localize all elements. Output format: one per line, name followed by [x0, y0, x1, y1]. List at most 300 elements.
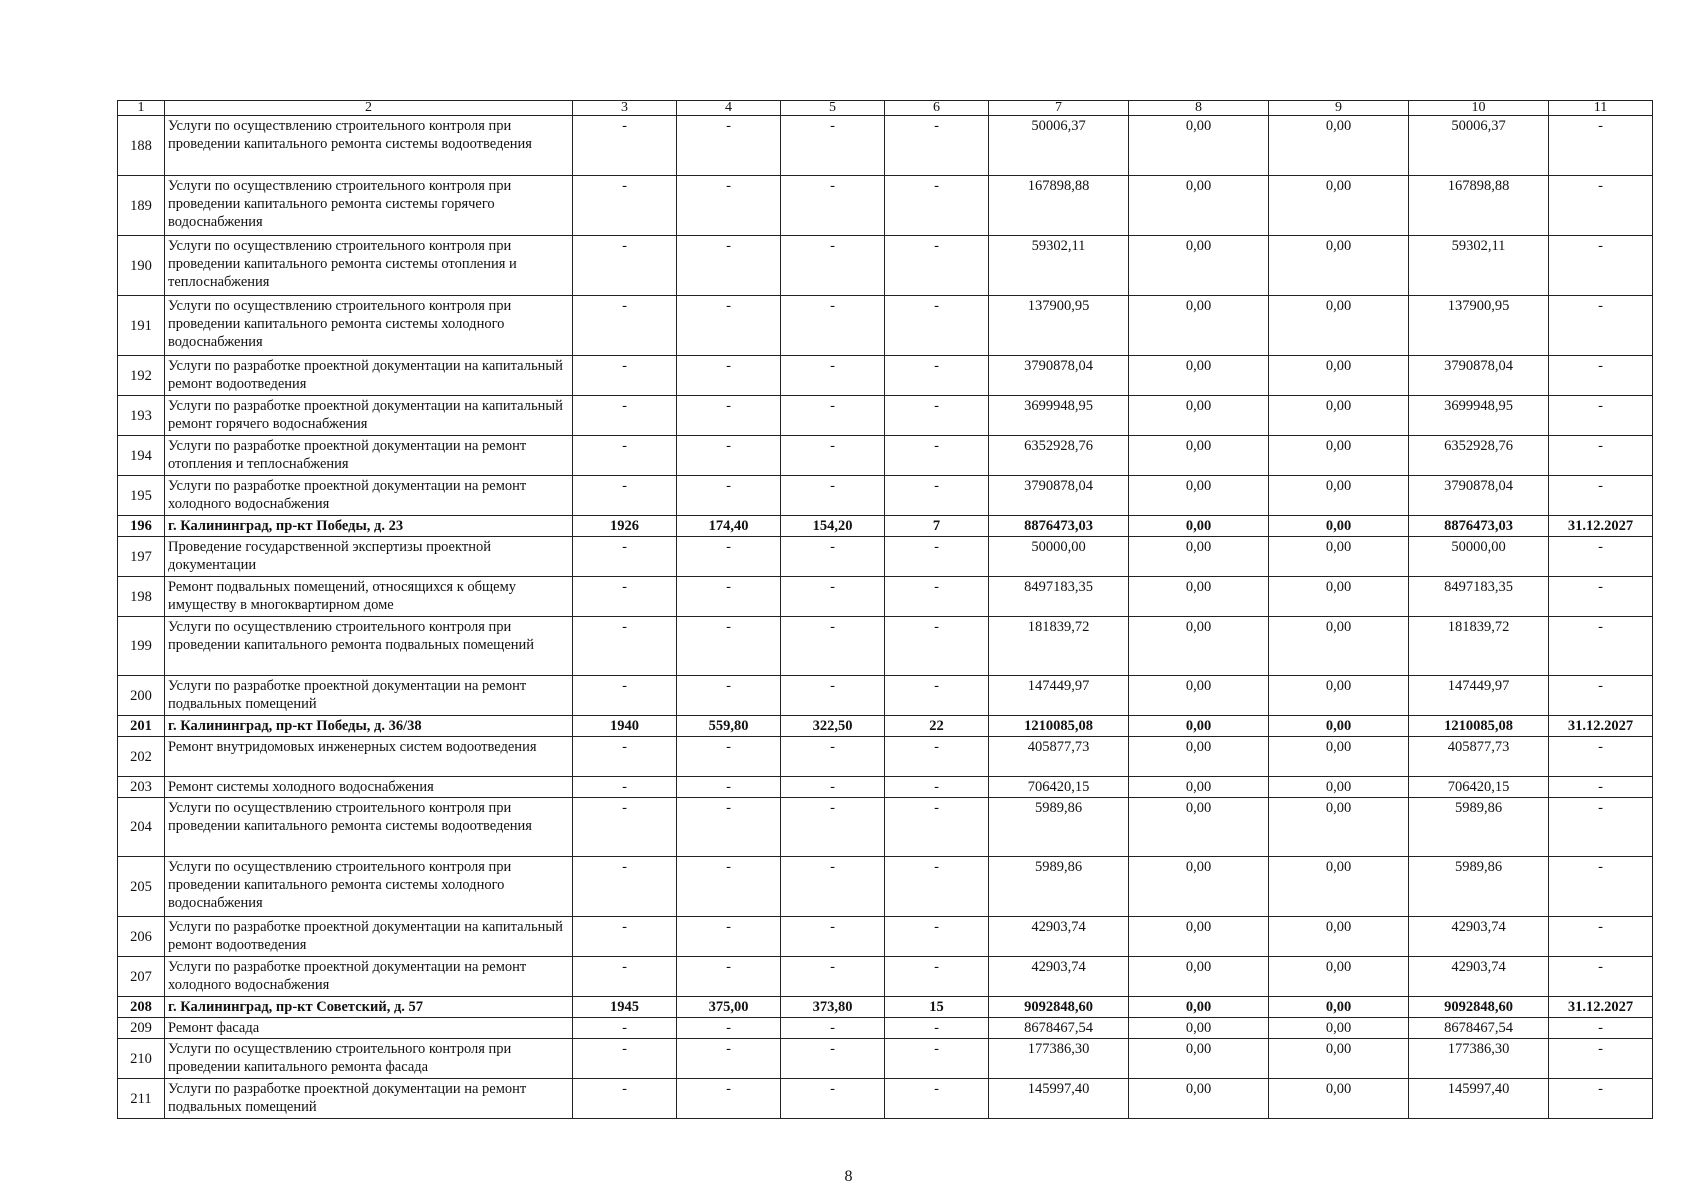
- table-row: [118, 577, 1653, 617]
- table-row: [118, 116, 1653, 176]
- cell-fund-total: 145997,40: [1409, 1079, 1549, 1119]
- cell-year: 1945: [573, 997, 677, 1018]
- cell-total-cost: 5989,86: [989, 857, 1129, 917]
- cell-fund-b: 0,00: [1269, 676, 1409, 716]
- cell-year: -: [573, 737, 677, 777]
- row-number: 199: [118, 617, 165, 676]
- table-body: [118, 101, 1653, 1119]
- table-row: [118, 917, 1653, 957]
- cell-deadline: -: [1549, 777, 1653, 798]
- cell-deadline: -: [1549, 957, 1653, 997]
- cell-area-total: -: [677, 617, 781, 676]
- cell-total-cost: 137900,95: [989, 296, 1129, 356]
- column-number-row: [118, 101, 1653, 116]
- cell-fund-b: 0,00: [1269, 176, 1409, 236]
- cell-area-living: -: [781, 436, 885, 476]
- row-number: 192: [118, 356, 165, 396]
- column-number: 1: [118, 101, 165, 116]
- cell-deadline: -: [1549, 116, 1653, 176]
- item-description: Ремонт системы холодного водоснабжения: [165, 777, 573, 798]
- cell-fund-a: 0,00: [1129, 537, 1269, 577]
- cell-deadline: -: [1549, 1018, 1653, 1039]
- table-row: [118, 676, 1653, 716]
- cell-residents: -: [885, 617, 989, 676]
- cell-area-living: -: [781, 737, 885, 777]
- table-row: [118, 957, 1653, 997]
- cell-area-total: -: [677, 356, 781, 396]
- row-number: 210: [118, 1039, 165, 1079]
- cell-fund-a: 0,00: [1129, 997, 1269, 1018]
- cell-area-total: -: [677, 116, 781, 176]
- cell-total-cost: 6352928,76: [989, 436, 1129, 476]
- cell-area-total: -: [677, 537, 781, 577]
- cell-fund-a: 0,00: [1129, 236, 1269, 296]
- item-description: Услуги по осуществлению строительного контроля при проведении капитального ремонта системы холодного водоснабжения: [165, 857, 573, 917]
- cell-area-living: -: [781, 537, 885, 577]
- cell-fund-b: 0,00: [1269, 396, 1409, 436]
- cell-year: -: [573, 1018, 677, 1039]
- cell-area-living: -: [781, 296, 885, 356]
- cell-year: -: [573, 176, 677, 236]
- cell-fund-b: 0,00: [1269, 356, 1409, 396]
- cell-residents: -: [885, 356, 989, 396]
- row-number: 202: [118, 737, 165, 777]
- cell-residents: -: [885, 917, 989, 957]
- cell-area-living: -: [781, 356, 885, 396]
- cell-total-cost: 3790878,04: [989, 476, 1129, 516]
- cell-fund-b: 0,00: [1269, 617, 1409, 676]
- cell-deadline: -: [1549, 296, 1653, 356]
- item-description: Услуги по осуществлению строительного контроля при проведении капитального ремонта системы водоотведения: [165, 798, 573, 857]
- item-description: Услуги по осуществлению строительного контроля при проведении капитального ремонта системы отопления и теплоснабжения: [165, 236, 573, 296]
- table-row: [118, 737, 1653, 777]
- cell-fund-a: 0,00: [1129, 617, 1269, 676]
- cell-deadline: -: [1549, 176, 1653, 236]
- item-description: Услуги по разработке проектной документации на ремонт холодного водоснабжения: [165, 476, 573, 516]
- cell-residents: -: [885, 676, 989, 716]
- cell-fund-b: 0,00: [1269, 1079, 1409, 1119]
- cell-area-total: -: [677, 1079, 781, 1119]
- row-number: 200: [118, 676, 165, 716]
- item-description: Проведение государственной экспертизы проектной документации: [165, 537, 573, 577]
- cell-total-cost: 3699948,95: [989, 396, 1129, 436]
- cell-fund-a: 0,00: [1129, 676, 1269, 716]
- cell-fund-a: 0,00: [1129, 516, 1269, 537]
- column-number: 6: [885, 101, 989, 116]
- table-row: [118, 296, 1653, 356]
- table-row: [118, 1039, 1653, 1079]
- row-number: 211: [118, 1079, 165, 1119]
- column-number: 7: [989, 101, 1129, 116]
- item-description: Услуги по разработке проектной документации на капитальный ремонт горячего водоснабжения: [165, 396, 573, 436]
- cell-area-total: -: [677, 1039, 781, 1079]
- cell-year: -: [573, 798, 677, 857]
- item-description: Услуги по разработке проектной документации на ремонт холодного водоснабжения: [165, 957, 573, 997]
- cell-residents: -: [885, 116, 989, 176]
- cell-area-total: -: [677, 436, 781, 476]
- item-description: Услуги по осуществлению строительного контроля при проведении капитального ремонта фасада: [165, 1039, 573, 1079]
- cell-total-cost: 42903,74: [989, 917, 1129, 957]
- cell-fund-total: 50006,37: [1409, 116, 1549, 176]
- cell-fund-b: 0,00: [1269, 296, 1409, 356]
- cell-residents: -: [885, 176, 989, 236]
- row-number: 209: [118, 1018, 165, 1039]
- cell-fund-total: 137900,95: [1409, 296, 1549, 356]
- cell-year: -: [573, 777, 677, 798]
- item-description: Услуги по разработке проектной документации на ремонт подвальных помещений: [165, 676, 573, 716]
- table-row: [118, 476, 1653, 516]
- cell-total-cost: 9092848,60: [989, 997, 1129, 1018]
- cell-fund-b: 0,00: [1269, 777, 1409, 798]
- cell-fund-a: 0,00: [1129, 1079, 1269, 1119]
- cell-residents: 22: [885, 716, 989, 737]
- cell-total-cost: 405877,73: [989, 737, 1129, 777]
- cell-area-total: 174,40: [677, 516, 781, 537]
- cell-area-total: -: [677, 296, 781, 356]
- cell-fund-a: 0,00: [1129, 737, 1269, 777]
- cell-deadline: -: [1549, 1039, 1653, 1079]
- cell-deadline: -: [1549, 737, 1653, 777]
- cell-area-total: -: [677, 917, 781, 957]
- cell-total-cost: 3790878,04: [989, 356, 1129, 396]
- cell-year: -: [573, 436, 677, 476]
- cell-fund-b: 0,00: [1269, 116, 1409, 176]
- item-description: г. Калининград, пр-кт Победы, д. 36/38: [165, 716, 573, 737]
- cell-deadline: -: [1549, 537, 1653, 577]
- row-number: 206: [118, 917, 165, 957]
- row-number: 188: [118, 116, 165, 176]
- cell-residents: -: [885, 737, 989, 777]
- cell-fund-b: 0,00: [1269, 957, 1409, 997]
- cell-area-living: 373,80: [781, 997, 885, 1018]
- cell-fund-total: 5989,86: [1409, 798, 1549, 857]
- cell-deadline: -: [1549, 917, 1653, 957]
- cell-fund-a: 0,00: [1129, 356, 1269, 396]
- cell-year: -: [573, 296, 677, 356]
- row-number: 197: [118, 537, 165, 577]
- cell-area-living: -: [781, 176, 885, 236]
- cell-residents: -: [885, 957, 989, 997]
- table-row: [118, 537, 1653, 577]
- cell-residents: -: [885, 476, 989, 516]
- cell-fund-total: 177386,30: [1409, 1039, 1549, 1079]
- cell-fund-b: 0,00: [1269, 737, 1409, 777]
- cell-fund-b: 0,00: [1269, 476, 1409, 516]
- row-number: 196: [118, 516, 165, 537]
- page-number: 8: [844, 1168, 853, 1185]
- cell-deadline: -: [1549, 798, 1653, 857]
- cell-area-living: -: [781, 676, 885, 716]
- cell-fund-total: 181839,72: [1409, 617, 1549, 676]
- cell-year: 1926: [573, 516, 677, 537]
- cell-area-living: 322,50: [781, 716, 885, 737]
- cell-fund-total: 5989,86: [1409, 857, 1549, 917]
- cell-area-total: -: [677, 957, 781, 997]
- cell-year: -: [573, 236, 677, 296]
- cell-deadline: -: [1549, 857, 1653, 917]
- row-number: 201: [118, 716, 165, 737]
- cell-total-cost: 167898,88: [989, 176, 1129, 236]
- cell-fund-b: 0,00: [1269, 516, 1409, 537]
- cell-area-living: -: [781, 396, 885, 436]
- cell-area-living: -: [781, 1018, 885, 1039]
- cell-fund-a: 0,00: [1129, 1018, 1269, 1039]
- cell-area-living: -: [781, 1079, 885, 1119]
- cell-residents: -: [885, 1018, 989, 1039]
- cell-total-cost: 1210085,08: [989, 716, 1129, 737]
- cell-fund-b: 0,00: [1269, 577, 1409, 617]
- cell-deadline: -: [1549, 577, 1653, 617]
- item-description: Услуги по разработке проектной документации на капитальный ремонт водоотведения: [165, 917, 573, 957]
- table-row: [118, 777, 1653, 798]
- row-number: 204: [118, 798, 165, 857]
- cell-residents: -: [885, 798, 989, 857]
- cell-fund-a: 0,00: [1129, 777, 1269, 798]
- cell-fund-total: 9092848,60: [1409, 997, 1549, 1018]
- cell-area-living: -: [781, 777, 885, 798]
- cell-fund-total: 405877,73: [1409, 737, 1549, 777]
- cell-year: -: [573, 917, 677, 957]
- table-row: [118, 356, 1653, 396]
- cell-deadline: 31.12.2027: [1549, 516, 1653, 537]
- item-description: г. Калининград, пр-кт Советский, д. 57: [165, 997, 573, 1018]
- cell-area-total: -: [677, 176, 781, 236]
- cell-residents: 15: [885, 997, 989, 1018]
- cell-total-cost: 59302,11: [989, 236, 1129, 296]
- cell-residents: -: [885, 1079, 989, 1119]
- cell-deadline: -: [1549, 236, 1653, 296]
- cell-fund-a: 0,00: [1129, 957, 1269, 997]
- row-number: 190: [118, 236, 165, 296]
- cell-residents: 7: [885, 516, 989, 537]
- address-row: [118, 716, 1653, 737]
- cell-total-cost: 147449,97: [989, 676, 1129, 716]
- cell-area-total: -: [677, 676, 781, 716]
- column-number: 3: [573, 101, 677, 116]
- table-row: [118, 617, 1653, 676]
- cell-fund-a: 0,00: [1129, 917, 1269, 957]
- cell-fund-a: 0,00: [1129, 176, 1269, 236]
- cell-total-cost: 181839,72: [989, 617, 1129, 676]
- cell-fund-a: 0,00: [1129, 857, 1269, 917]
- table-row: [118, 236, 1653, 296]
- column-number: 10: [1409, 101, 1549, 116]
- cell-deadline: -: [1549, 617, 1653, 676]
- cell-area-living: 154,20: [781, 516, 885, 537]
- cell-area-living: -: [781, 617, 885, 676]
- cell-deadline: 31.12.2027: [1549, 716, 1653, 737]
- cell-deadline: 31.12.2027: [1549, 997, 1653, 1018]
- cell-deadline: -: [1549, 436, 1653, 476]
- row-number: 194: [118, 436, 165, 476]
- cell-fund-a: 0,00: [1129, 1039, 1269, 1079]
- cell-fund-total: 3790878,04: [1409, 356, 1549, 396]
- column-number: 2: [165, 101, 573, 116]
- cell-year: -: [573, 957, 677, 997]
- cell-fund-b: 0,00: [1269, 1018, 1409, 1039]
- cell-fund-a: 0,00: [1129, 296, 1269, 356]
- table-row: [118, 1079, 1653, 1119]
- row-number: 195: [118, 476, 165, 516]
- cell-total-cost: 145997,40: [989, 1079, 1129, 1119]
- cell-year: -: [573, 537, 677, 577]
- cell-fund-total: 59302,11: [1409, 236, 1549, 296]
- table-row: [118, 798, 1653, 857]
- item-description: Услуги по осуществлению строительного контроля при проведении капитального ремонта системы горячего водоснабжения: [165, 176, 573, 236]
- table-row: [118, 1018, 1653, 1039]
- cell-area-total: 559,80: [677, 716, 781, 737]
- cell-fund-total: 50000,00: [1409, 537, 1549, 577]
- cell-fund-total: 8876473,03: [1409, 516, 1549, 537]
- cell-area-living: -: [781, 798, 885, 857]
- cell-residents: -: [885, 777, 989, 798]
- cell-fund-total: 8678467,54: [1409, 1018, 1549, 1039]
- address-row: [118, 516, 1653, 537]
- cell-area-living: -: [781, 957, 885, 997]
- column-number: 5: [781, 101, 885, 116]
- cell-total-cost: 5989,86: [989, 798, 1129, 857]
- cell-fund-total: 167898,88: [1409, 176, 1549, 236]
- cell-total-cost: 42903,74: [989, 957, 1129, 997]
- cell-residents: -: [885, 1039, 989, 1079]
- cell-area-living: -: [781, 1039, 885, 1079]
- row-number: 208: [118, 997, 165, 1018]
- cell-fund-total: 147449,97: [1409, 676, 1549, 716]
- cell-fund-total: 42903,74: [1409, 917, 1549, 957]
- cell-fund-total: 8497183,35: [1409, 577, 1549, 617]
- address-row: [118, 997, 1653, 1018]
- column-number: 8: [1129, 101, 1269, 116]
- row-number: 193: [118, 396, 165, 436]
- column-number: 11: [1549, 101, 1653, 116]
- cell-fund-a: 0,00: [1129, 396, 1269, 436]
- cell-residents: -: [885, 236, 989, 296]
- item-description: Ремонт подвальных помещений, относящихся к общему имуществу в многоквартирном доме: [165, 577, 573, 617]
- cell-year: -: [573, 1079, 677, 1119]
- cell-fund-total: 3699948,95: [1409, 396, 1549, 436]
- cell-year: -: [573, 1039, 677, 1079]
- cell-area-total: 375,00: [677, 997, 781, 1018]
- cell-fund-b: 0,00: [1269, 1039, 1409, 1079]
- cell-fund-b: 0,00: [1269, 436, 1409, 476]
- cell-year: -: [573, 476, 677, 516]
- cell-total-cost: 8678467,54: [989, 1018, 1129, 1039]
- cell-fund-a: 0,00: [1129, 476, 1269, 516]
- cell-fund-a: 0,00: [1129, 116, 1269, 176]
- cell-fund-b: 0,00: [1269, 236, 1409, 296]
- cell-residents: -: [885, 537, 989, 577]
- cell-year: 1940: [573, 716, 677, 737]
- cell-residents: -: [885, 436, 989, 476]
- item-description: Ремонт внутридомовых инженерных систем водоотведения: [165, 737, 573, 777]
- cell-fund-total: 42903,74: [1409, 957, 1549, 997]
- table-row: [118, 396, 1653, 436]
- cell-area-living: -: [781, 116, 885, 176]
- cell-area-living: -: [781, 917, 885, 957]
- cell-total-cost: 50006,37: [989, 116, 1129, 176]
- table-row: [118, 857, 1653, 917]
- cell-area-total: -: [677, 577, 781, 617]
- cell-year: -: [573, 676, 677, 716]
- cell-area-living: -: [781, 236, 885, 296]
- cell-total-cost: 8497183,35: [989, 577, 1129, 617]
- cell-area-total: -: [677, 857, 781, 917]
- cell-year: -: [573, 396, 677, 436]
- column-number: 9: [1269, 101, 1409, 116]
- cell-fund-a: 0,00: [1129, 798, 1269, 857]
- cell-residents: -: [885, 857, 989, 917]
- cell-area-total: -: [677, 737, 781, 777]
- row-number: 205: [118, 857, 165, 917]
- column-number: 4: [677, 101, 781, 116]
- cell-deadline: -: [1549, 396, 1653, 436]
- cell-deadline: -: [1549, 476, 1653, 516]
- cell-fund-total: 3790878,04: [1409, 476, 1549, 516]
- cell-total-cost: 706420,15: [989, 777, 1129, 798]
- cell-deadline: -: [1549, 676, 1653, 716]
- item-description: Услуги по разработке проектной документации на капитальный ремонт водоотведения: [165, 356, 573, 396]
- item-description: Услуги по осуществлению строительного контроля при проведении капитального ремонта подвальных помещений: [165, 617, 573, 676]
- cell-total-cost: 177386,30: [989, 1039, 1129, 1079]
- item-description: Услуги по осуществлению строительного контроля при проведении капитального ремонта системы водоотведения: [165, 116, 573, 176]
- cell-fund-b: 0,00: [1269, 537, 1409, 577]
- cell-year: -: [573, 617, 677, 676]
- cell-year: -: [573, 577, 677, 617]
- cell-area-total: -: [677, 777, 781, 798]
- cell-fund-b: 0,00: [1269, 857, 1409, 917]
- row-number: 203: [118, 777, 165, 798]
- cell-fund-b: 0,00: [1269, 917, 1409, 957]
- cell-area-living: -: [781, 577, 885, 617]
- cell-area-living: -: [781, 476, 885, 516]
- cell-residents: -: [885, 296, 989, 356]
- cell-area-total: -: [677, 396, 781, 436]
- cell-fund-total: 1210085,08: [1409, 716, 1549, 737]
- row-number: 189: [118, 176, 165, 236]
- capital-repair-table: [117, 100, 1653, 1119]
- item-description: Ремонт фасада: [165, 1018, 573, 1039]
- cell-year: -: [573, 857, 677, 917]
- cell-fund-a: 0,00: [1129, 436, 1269, 476]
- cell-year: -: [573, 116, 677, 176]
- cell-area-total: -: [677, 236, 781, 296]
- cell-fund-b: 0,00: [1269, 798, 1409, 857]
- document-table-container: [117, 100, 1653, 1119]
- item-description: Услуги по разработке проектной документации на ремонт подвальных помещений: [165, 1079, 573, 1119]
- cell-residents: -: [885, 396, 989, 436]
- cell-area-total: -: [677, 1018, 781, 1039]
- item-description: Услуги по осуществлению строительного контроля при проведении капитального ремонта системы холодного водоснабжения: [165, 296, 573, 356]
- item-description: г. Калининград, пр-кт Победы, д. 23: [165, 516, 573, 537]
- cell-fund-total: 706420,15: [1409, 777, 1549, 798]
- cell-fund-total: 6352928,76: [1409, 436, 1549, 476]
- table-row: [118, 176, 1653, 236]
- cell-area-living: -: [781, 857, 885, 917]
- cell-area-total: -: [677, 476, 781, 516]
- table-row: [118, 436, 1653, 476]
- cell-fund-a: 0,00: [1129, 716, 1269, 737]
- cell-year: -: [573, 356, 677, 396]
- row-number: 198: [118, 577, 165, 617]
- cell-fund-b: 0,00: [1269, 716, 1409, 737]
- cell-fund-a: 0,00: [1129, 577, 1269, 617]
- cell-residents: -: [885, 577, 989, 617]
- row-number: 191: [118, 296, 165, 356]
- cell-deadline: -: [1549, 1079, 1653, 1119]
- item-description: Услуги по разработке проектной документации на ремонт отопления и теплоснабжения: [165, 436, 573, 476]
- cell-total-cost: 8876473,03: [989, 516, 1129, 537]
- cell-fund-b: 0,00: [1269, 997, 1409, 1018]
